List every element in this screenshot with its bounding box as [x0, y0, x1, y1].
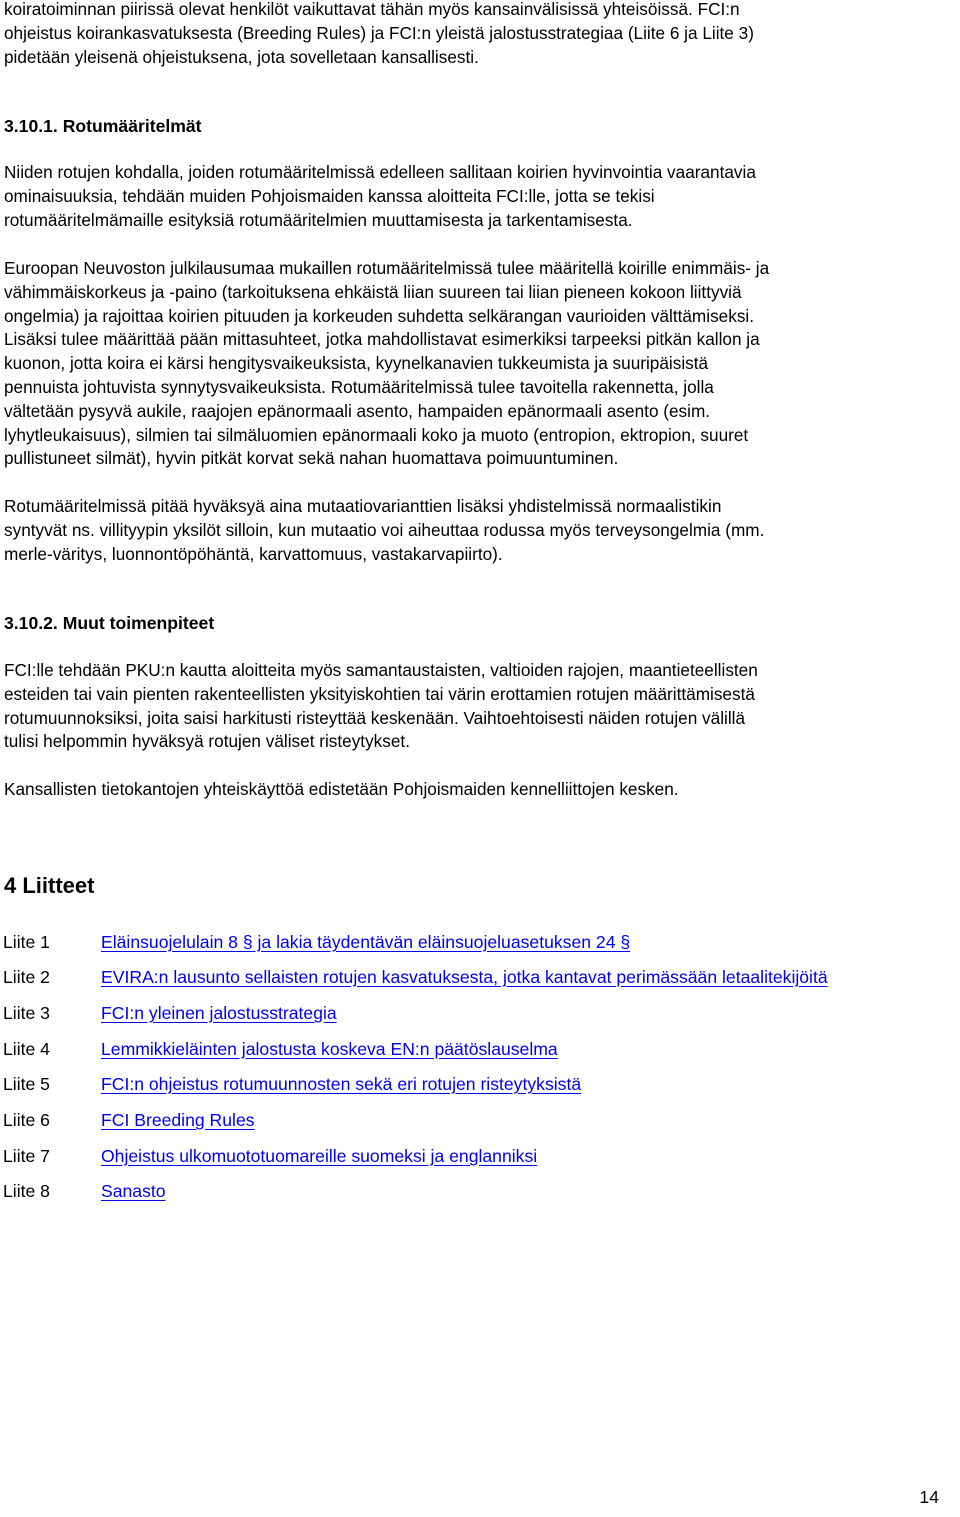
- text-line: kuonon, jotta koira ei kärsi hengitysvaikeuksista, kyynelkanavien tukkeumista ja suuripäisistä: [4, 353, 709, 374]
- text-line: lyhytleukaisuus), silmien tai silmäluomien epänormaali koko ja muoto (entropion, ektropion, suuret: [4, 424, 749, 445]
- text-line: pidetään yleisenä ohjeistuksena, jota sovelletaan kansallisesti.: [4, 46, 479, 67]
- section-heading-3-10-1: [4, 114, 202, 138]
- section-number: 3.10.2.: [4, 613, 58, 633]
- appendix-row: [0, 1177, 960, 1205]
- text-line: koiratoiminnan piirissä olevat henkilöt vaikuttavat tähän myös kansainvälisissä yhteisöissä. FCI:n: [4, 0, 740, 19]
- appendix-row: [0, 1142, 960, 1170]
- appendix-label: Liite 4: [3, 1039, 50, 1059]
- appendix-link[interactable]: Ohjeistus ulkomuototuomareille suomeksi ja englanniksi: [101, 1146, 538, 1166]
- appendix-link[interactable]: Eläinsuojelulain 8 § ja lakia täydentävän eläinsuojeluasetuksen 24 §: [101, 932, 631, 952]
- appendix-label: Liite 2: [3, 967, 50, 987]
- appendix-row: [0, 963, 960, 991]
- appendix-row: [0, 1035, 960, 1063]
- text-line: rotumääritelmämaille esityksiä rotumääritelmien muuttamisesta ja tarkentamisesta.: [4, 209, 633, 230]
- appendix-label: Liite 1: [3, 932, 50, 952]
- paragraph: [4, 161, 944, 232]
- text-line: Niiden rotujen kohdalla, joiden rotumääritelmissä edelleen sallitaan koirien hyvinvointia vaarantavia: [4, 162, 756, 182]
- text-line: Euroopan Neuvoston julkilausumaa mukaillen rotumääritelmissä tulee määritellä koirille enimmäis- ja: [4, 258, 770, 278]
- text-line: ominaisuuksia, tehdään muiden Pohjoismaiden kanssa aloitteita FCI:lle, jotta se tekisi: [4, 185, 655, 206]
- text-line: Lisäksi tulee määrittää pään mittasuhteet, jotka mahdollistavat esimerkiksi tarpeeksi pitkän kallon ja: [4, 329, 760, 350]
- appendix-label: Liite 3: [3, 1003, 50, 1023]
- page-number: 14: [919, 1487, 939, 1507]
- appendix-label: Liite 7: [3, 1146, 50, 1166]
- intro-paragraph: [4, 0, 944, 69]
- text-line: Rotumääritelmissä pitää hyväksyä aina mutaatiovarianttien lisäksi yhdistelmissä normaalistikin: [4, 496, 722, 516]
- text-line: vältetään pysyvä aukile, raajojen epänormaali asento, hampaiden epänormaali asento (esim.: [4, 400, 711, 421]
- section-heading-3-10-2: [4, 611, 214, 635]
- text-line: Kansallisten tietokantojen yhteiskäyttöä edistetään Pohjoismaiden kennelliittojen kesken.: [4, 779, 679, 799]
- section-title: Muut toimenpiteet: [62, 613, 215, 633]
- paragraph: [4, 495, 944, 566]
- text-line: merle-väritys, luonnontöpöhäntä, karvattomuus, vastakarvapiirto).: [4, 543, 503, 564]
- appendix-link[interactable]: FCI Breeding Rules: [101, 1110, 255, 1130]
- section-number: 3.10.1.: [4, 116, 58, 136]
- paragraph: [4, 778, 944, 802]
- appendix-label: Liite 5: [3, 1074, 50, 1094]
- appendix-link[interactable]: FCI:n ohjeistus rotumuunnosten sekä eri rotujen risteytyksistä: [101, 1074, 582, 1094]
- appendix-row: [0, 928, 960, 956]
- appendix-label: Liite 6: [3, 1110, 50, 1130]
- text-line: pennuista johtuvista synnytysvaikeuksista. Rotumääritelmissä tulee tavoitella rakennetta, jolla: [4, 376, 714, 397]
- paragraph: [4, 257, 944, 471]
- appendix-row: [0, 1070, 960, 1098]
- appendix-link[interactable]: Lemmikkieläinten jalostusta koskeva EN:n päätöslauselma: [101, 1039, 558, 1059]
- text-line: pullistuneet silmät), hyvin pitkät korvat sekä nahan huomattava poimuuntuminen.: [4, 448, 619, 469]
- appendix-link[interactable]: Sanasto: [101, 1181, 166, 1201]
- text-line: syntyvät ns. villityypin yksilöt silloin, kun mutaatio voi aiheuttaa rodussa myös terveysongelmia (mm.: [4, 519, 765, 540]
- section-title: Rotumääritelmät: [62, 116, 202, 136]
- appendix-link[interactable]: EVIRA:n lausunto sellaisten rotujen kasvatuksesta, jotka kantavat perimässään letaalitekijöitä: [101, 967, 828, 987]
- text-line: vähimmäiskorkeus ja -paino (tarkoituksena ehkäistä liian suureen tai liian pieneen kokoon liittyviä: [4, 281, 742, 302]
- text-line: rotumuunnoksiksi, joita saisi harkitusti risteyttää keskenään. Vaihtoehtoisesti näiden rotujen välillä: [4, 707, 746, 728]
- text-line: ohjeistus koirankasvatuksesta (Breeding Rules) ja FCI:n yleistä jalostusstrategiaa (Liite 6 ja Liite 3): [4, 22, 754, 43]
- appendix-link[interactable]: FCI:n yleinen jalostusstrategia: [101, 1003, 337, 1023]
- text-line: tulisi helpommin hyväksyä rotujen väliset risteytykset.: [4, 731, 410, 752]
- text-line: FCI:lle tehdään PKU:n kautta aloitteita myös samantaustaisten, valtioiden rajojen, maantieteellisten: [4, 660, 758, 680]
- appendix-row: [0, 1106, 960, 1134]
- section-heading-4: 4 Liitteet: [4, 873, 95, 898]
- paragraph: [4, 659, 944, 754]
- text-line: ongelmia) ja rajoittaa koirien pituuden ja korkeuden suhdetta selkärangan vaurioiden välttämiseksi.: [4, 305, 755, 326]
- text-line: esteiden tai vain pienten rakenteellisten yksityiskohtien tai värin erottamien rotujen määrittämisestä: [4, 683, 755, 704]
- appendix-label: Liite 8: [3, 1181, 50, 1201]
- appendix-row: [0, 999, 960, 1027]
